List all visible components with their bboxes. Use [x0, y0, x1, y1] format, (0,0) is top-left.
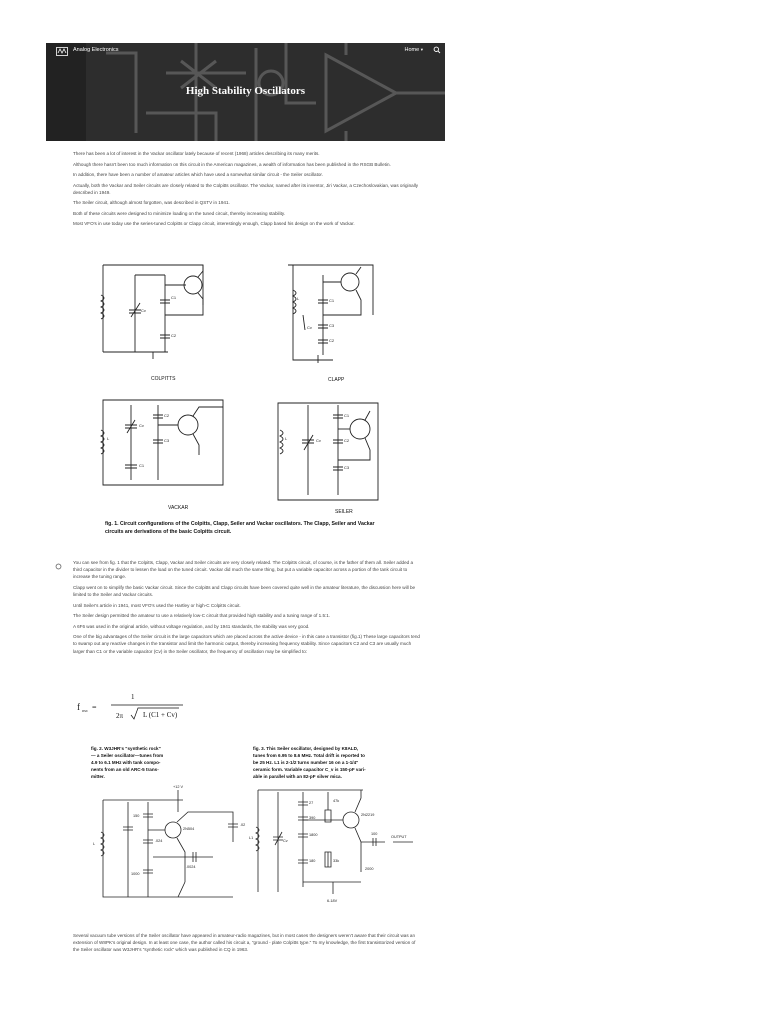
intro-text: [73, 150, 420, 231]
figure-2-caption-line: mitter.: [91, 774, 105, 779]
search-icon[interactable]: [433, 46, 441, 54]
svg-text:C1: C1: [344, 413, 350, 418]
fig2-c150-label: 150: [133, 814, 140, 818]
svg-text:L: L: [107, 436, 110, 441]
figure-2-caption-line: 4.9 to 6.1 MHz with tank compo-: [91, 760, 161, 765]
nav-home-menu[interactable]: [405, 47, 423, 53]
svg-text:C1: C1: [171, 295, 177, 300]
svg-text:C1: C1: [139, 463, 145, 468]
paragraph: Most VFO's in use today use the series-tuned Colpitts or Clapp circuit, interestingly enough, Clapp based his design on the work of Vackar.: [73, 221, 355, 227]
svg-text:C3: C3: [344, 465, 350, 470]
vackar-schematic: [101, 400, 223, 485]
site-logo-icon[interactable]: [56, 47, 68, 56]
formula-graphic: [73, 688, 273, 724]
label-seiler: SEILER: [335, 509, 353, 515]
fig2-supply-label: +12 V: [173, 785, 184, 789]
site-name-link[interactable]: Analog Electronics: [73, 47, 119, 53]
figure-2-caption: [91, 746, 163, 779]
figure-3-caption-line: able in parallel with an 82-pF silver mica.: [253, 774, 342, 779]
figure-2-caption-line: — a Seiler oscillator—tunes from: [91, 753, 164, 758]
figure-3-caption: [253, 746, 366, 779]
figure-2-3-schematics: [73, 742, 420, 907]
figure-3-caption-line: tunes from 6.95 to 8.6 MHz. Total drift is reported to: [253, 753, 365, 758]
svg-text:Cv: Cv: [141, 308, 146, 313]
nav-home-label: Home: [404, 47, 420, 53]
formula-equals: =: [92, 703, 97, 712]
svg-text:C2: C2: [171, 333, 177, 338]
formula-lhs: f: [77, 702, 80, 712]
svg-text:L: L: [297, 296, 300, 301]
label-clapp: CLAPP: [328, 377, 345, 383]
fig3-c390-label: 390: [309, 816, 316, 820]
figure-1-caption-line-1: fig. 1. Circuit configurations of the Colpitts, Clapp, Seiler and Vackar oscillators. The Clapp, Seiler and Vackar: [105, 521, 375, 527]
label-colpitts: COLPITTS: [151, 376, 176, 382]
colpitts-schematic: [101, 265, 203, 359]
top-navigation: [46, 43, 445, 59]
fig2-c024-label: .024: [155, 839, 163, 843]
paragraph: Actually, both the Vackar and Seiler circuits are closely related to the Colpitts oscillator. The Vackar, named after its inventor, Jiri Vackar, a Czechoslovakian, was originally described in 1949.: [73, 182, 419, 195]
paragraph: In addition, there have been a number of amateur articles which have used a somewhat similar circuit - the Seiler oscillator.: [73, 172, 323, 177]
svg-text:C2: C2: [329, 338, 335, 343]
svg-text:L: L: [285, 436, 288, 441]
figure-3-caption-line: be 25 Hz. L1 is 2-1/2 turns number 16 on a 1-1/4": [253, 760, 359, 765]
paragraph: One of the big advantages of the Seiler circuit is the large capacitors which are placed across the active device - in this case a transistor (fig.1) These large capacitors tend to swamp out any reactive changes in the transistor and limit the harmonic output, thereby increasing frequency stability. Since capacitors C2 and C3 are usually much larger than C1 or the variable capacitor (Cv) in the Seiler oscillator, the frequency of oscillation may be simplified to:: [73, 634, 420, 654]
seiler-schematic: [278, 403, 378, 500]
paragraph: There has been a lot of interest in the Vackar oscillator lately because of recent (1968) articles describing its many merits.: [73, 151, 320, 156]
fig3-l1-label: L1: [249, 836, 254, 840]
fig3-c1800-label: 1800: [309, 833, 318, 837]
page-title: High Stability Oscillators: [185, 85, 306, 97]
figure-1-schematics: [73, 255, 420, 545]
formula-denominator-prefix: 2π: [116, 712, 124, 720]
figure-3-caption-line: ceramic form. Variable capacitor C_v is 150-pF vari-: [253, 767, 366, 772]
paragraph: Several vacuum tube versions of the Seiler oscillator have appeared in amateur-radio magazines, but in most cases the designers weren't aware that their circuit was an extension of W8PK's original design. In at least one case, the author called his circuit a, "ground - plate Colpitts type." To my knowledge, the first transistorized version of the Seiler oscillator was W3JHR's "synthetic rock" which was published in CQ in 1963.: [73, 933, 416, 953]
svg-text:C2: C2: [344, 438, 350, 443]
paragraph: You can see from fig. 1 that the Colpitts, Clapp, Vackar and Seiler circuits are very closely related. The Colpitts circuit, of course, is the father of them all. Seiler added a third capacitor in the divider to lessen the load on the tuned circuit. Vackar did much the same thing, but put a variable capacitor across a portion of the tank circuit to increase the tuning range.: [73, 560, 414, 580]
paragraph: Both of these circuits were designed to minimize loading on the tuned circuit, thereby increasing stability.: [73, 210, 286, 216]
chevron-down-icon: ▾: [420, 47, 423, 52]
figure-2-caption-line: fig. 2. W3JHR's "synthetic rock": [91, 746, 161, 751]
fig3-c100-label: 100: [371, 832, 378, 836]
fig3-cv-label: Cv: [283, 839, 288, 843]
formula-denominator-body: L (C1 + Cv): [143, 711, 178, 719]
formula-numerator: 1: [131, 693, 135, 701]
svg-text:C3: C3: [164, 438, 170, 443]
fig3-c180-label: 180: [309, 859, 316, 863]
fig3-supply-label: 6-18V: [327, 899, 338, 903]
svg-text:Cv: Cv: [316, 438, 321, 443]
figure-3-schematic: [256, 790, 413, 894]
hero-banner: [46, 43, 445, 141]
fig3-transistor-label: 2N2219: [361, 813, 375, 817]
clapp-schematic: [288, 265, 373, 363]
frequency-formula: [73, 688, 420, 724]
svg-text:C2: C2: [164, 413, 170, 418]
fig2-c1000-label: 1000: [131, 872, 140, 876]
fig2-c02-label: .02: [240, 823, 246, 827]
fig2-inductor-label: L: [93, 842, 96, 846]
bullet-circle-icon: [55, 563, 62, 570]
body-text: [73, 559, 420, 658]
paragraph: Until Seiler's article in 1941, most VFO's used the Hartley or high-C Colpitts circuit.: [73, 602, 241, 608]
fig3-c27-label: 27: [309, 801, 314, 805]
svg-text:Cv: Cv: [307, 325, 312, 330]
figures-2-and-3: [73, 742, 420, 907]
figure-3-caption-line: fig. 3. This Seiler oscillator, designed by K8ALD,: [253, 746, 359, 751]
paragraph: The Seiler design permitted the amateur to use a relatively low-C circuit that provided high stability and a tuning range of 1.5:1.: [73, 613, 331, 619]
svg-text:C1: C1: [329, 298, 335, 303]
svg-text:Cv: Cv: [139, 423, 144, 428]
figure-2-schematic: [101, 790, 238, 897]
figure-1-circuit-diagrams: [73, 255, 420, 545]
label-vackar: VACKAR: [168, 505, 189, 511]
svg-text:C3: C3: [329, 323, 335, 328]
closing-text: [73, 932, 420, 957]
fig3-r47k-label: 47k: [333, 799, 340, 803]
paragraph: Clapp went on to simplify the basic Vackar circuit. Since the Colpitts and Clapp circuits have been covered quite well in the amateur literature, the discussion here will be limited to the Seiler and Vackar circuits.: [73, 584, 416, 598]
figure-1-caption-line-2: circuits are derivations of the basic Colpitts circuit.: [105, 529, 232, 535]
fig3-c2000-label: 2000: [365, 867, 374, 871]
paragraph: A 6F6 was used in the original article, without voltage regulation, and by 1941 standards, the stability was very good.: [73, 623, 310, 629]
fig2-transistor-label: 2N504: [183, 827, 195, 831]
fig3-output-label: OUTPUT: [391, 835, 407, 839]
fig3-r33k-label: 33k: [333, 859, 340, 863]
fig2-c0024-label: .0024: [186, 865, 196, 869]
paragraph: Although there hasn't been too much information on this circuit in the American magazines, a wealth of information has been published in the RSGB Bulletin.: [73, 161, 391, 167]
formula-lhs-subscript: osc: [82, 708, 88, 713]
figure-2-caption-line: nents from an old ARC-5 trans-: [91, 767, 159, 772]
paragraph: The Seiler circuit, although almost forgotten, was described in QSTV in 1941.: [73, 200, 230, 206]
